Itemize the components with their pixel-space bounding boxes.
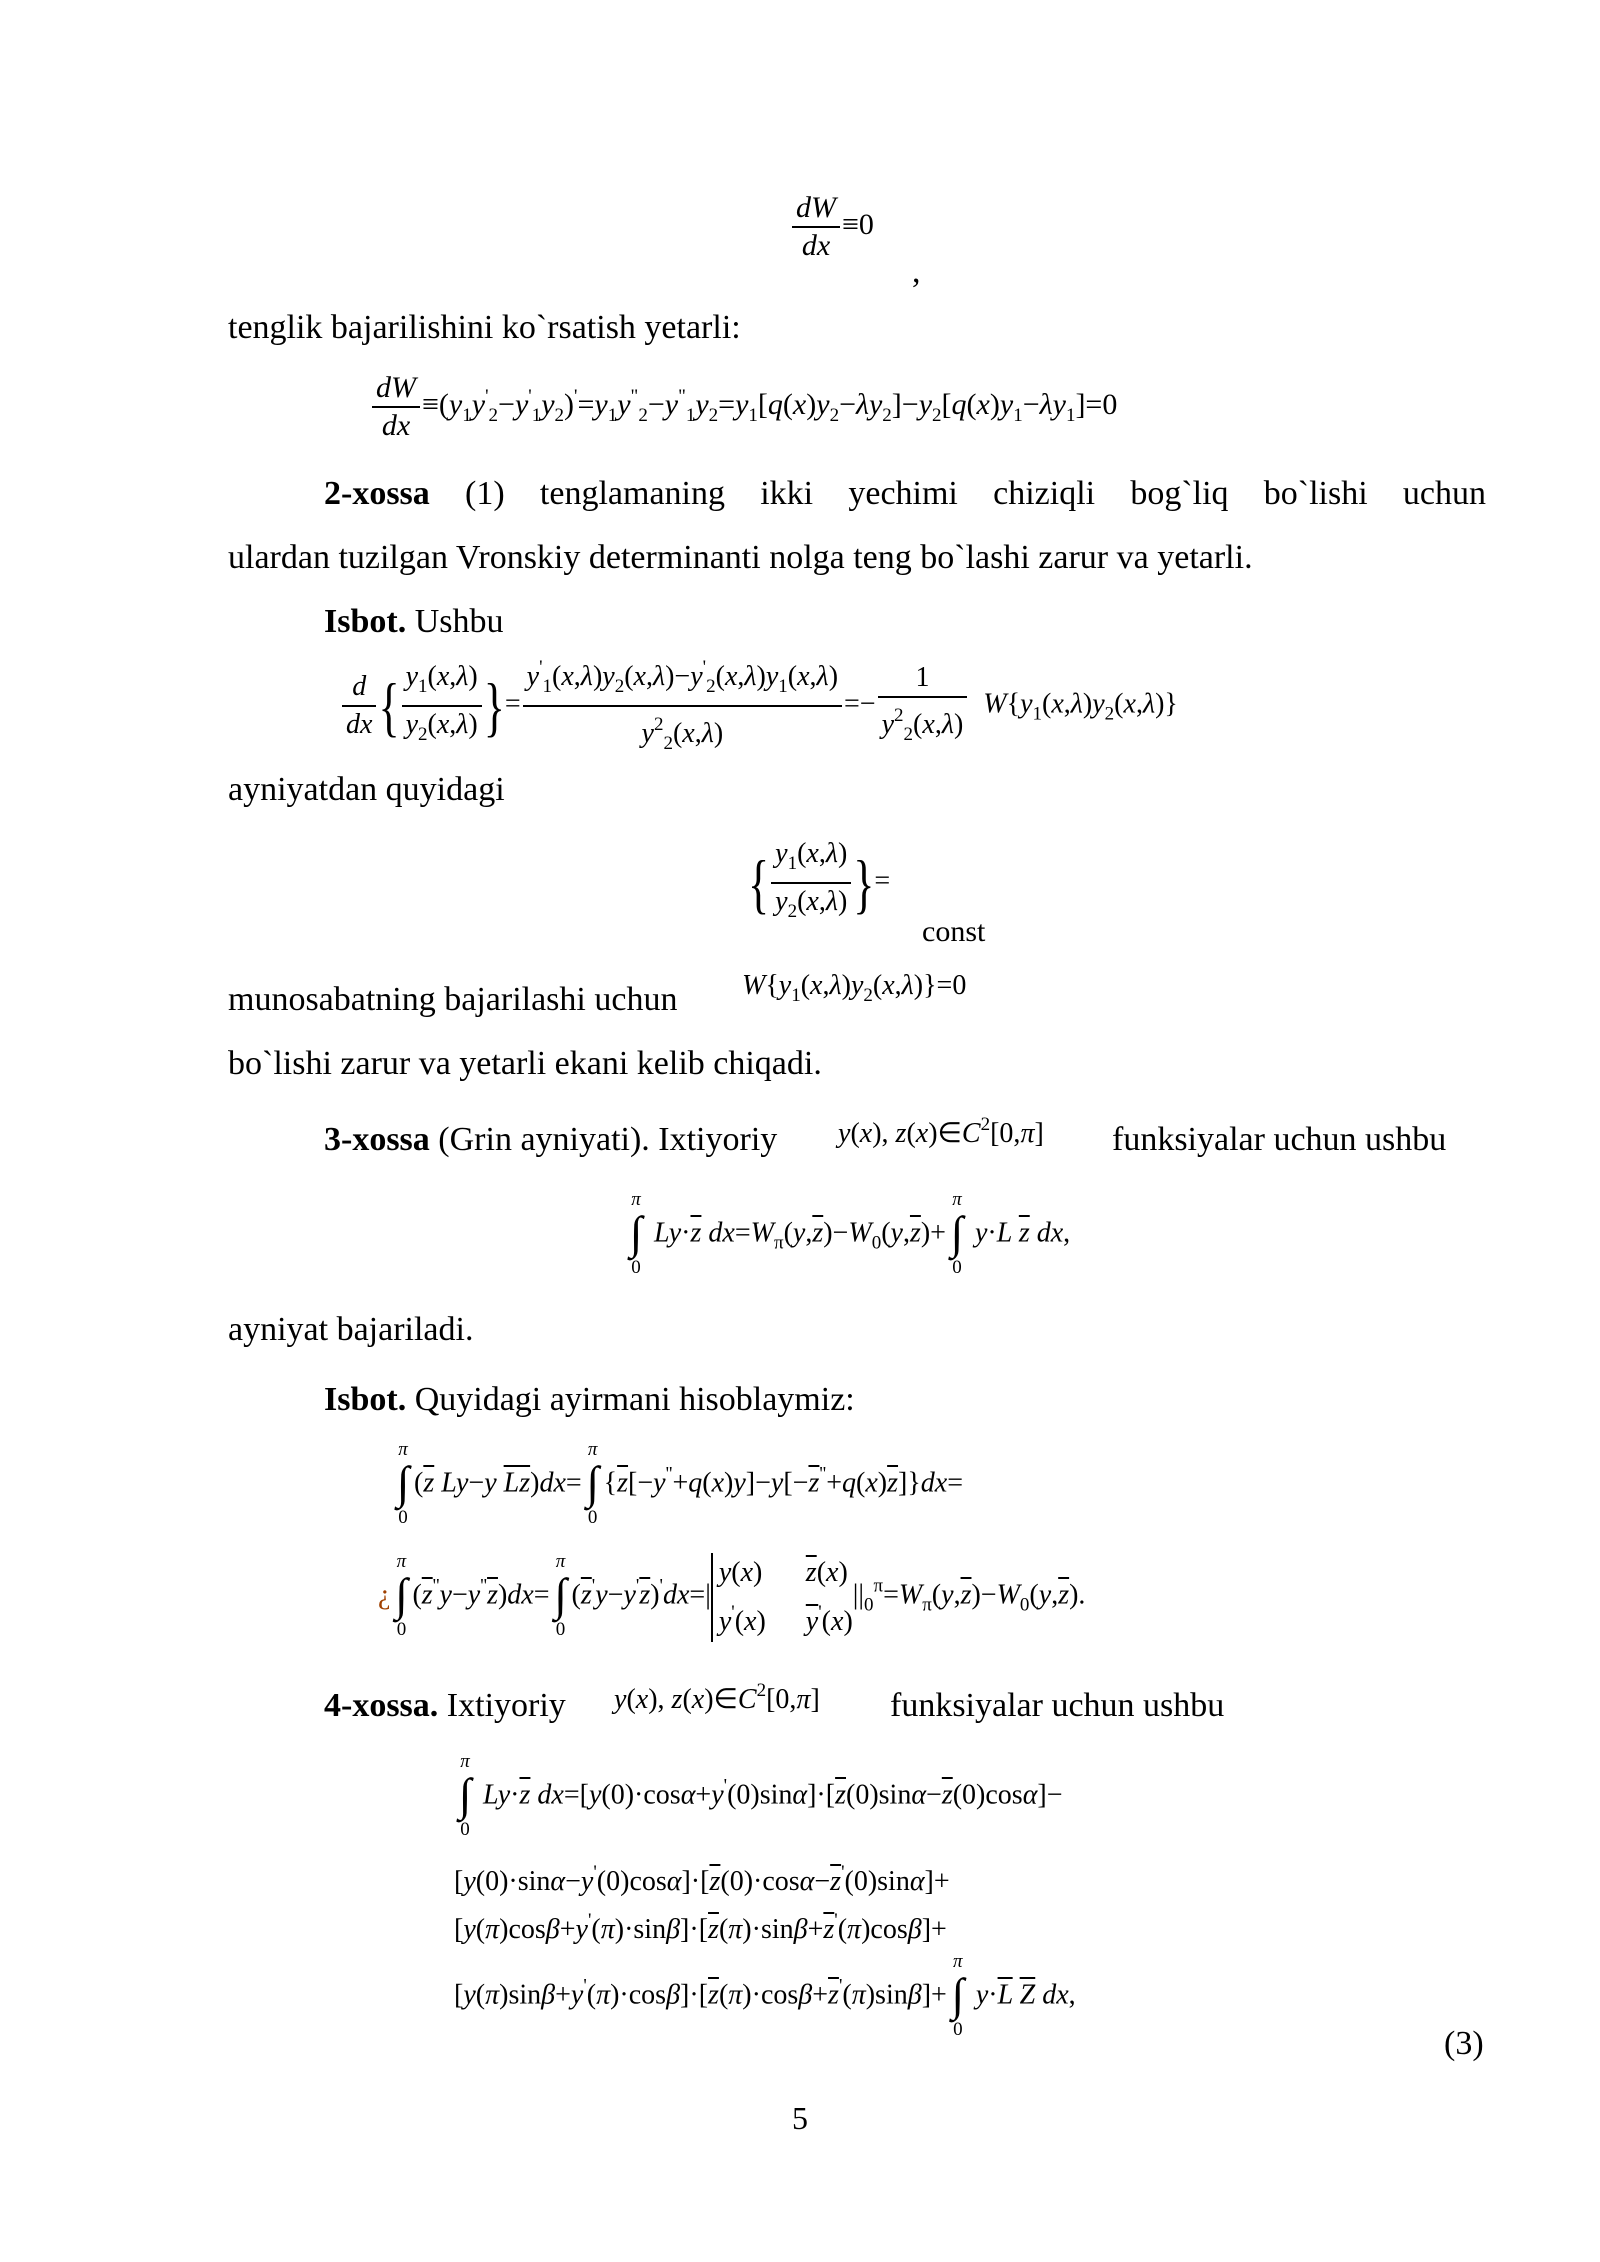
paragraph-munosabat: munosabatning bajarilashi uchun bbox=[228, 981, 678, 1018]
equation-wronskian-zero: $W\{y_1(x,\lambda)y_2(x,\lambda)\}=0$ bbox=[742, 970, 967, 1006]
proof2-text: Quyidagi ayirmani hisoblaymiz: bbox=[414, 1381, 855, 1418]
comma: , bbox=[912, 253, 921, 290]
prop2-label: 2-xossa bbox=[324, 475, 430, 512]
prop3-tail: funksiyalar uchun ushbu bbox=[1112, 1121, 1447, 1158]
paragraph-prop3 bbox=[324, 1120, 777, 1160]
paragraph-proof1 bbox=[324, 602, 504, 642]
prop2-text: (1) tenglamaning ikki yechimi chiziqli bog`liq bo`lishi uchun bbox=[465, 475, 1487, 512]
paragraph-ayniyatdan: ayniyatdan quyidagi bbox=[228, 771, 505, 808]
equation-prop4-line3: $[y(\pi)\cos\beta+y'(\pi)\cdot\sin\beta]\cdot[\overline{z}(\pi)\cdot\sin\beta+\overline{z}'(\pi)\cos\beta]+$ bbox=[454, 1910, 947, 1945]
paragraph-prop2-line1 bbox=[324, 474, 1486, 514]
const-label: const bbox=[922, 915, 986, 948]
equation-prop4-line2: $[y(0)\cdot\sin\alpha-y'(0)\cos\alpha]\cdot[\overline{z}(0)\cdot\cos\alpha-\overline{z}'(0)\sin\alpha]+$ bbox=[454, 1862, 950, 1897]
paragraph-prop2-line2: ulardan tuzilgan Vronskiy determinanti nolga teng bo`lashi zarur va yetarli. bbox=[228, 539, 1253, 576]
prop4-tail: funksiyalar uchun ushbu bbox=[890, 1687, 1225, 1724]
paragraph-tenglik: tenglik bajarilishini ko`rsatish yetarli: bbox=[228, 309, 741, 346]
equation-wronskian-derivative: $\frac{dW}{dx}$ $\equiv(y_1y'_2-y'_1y_2)'=y_1y^"_2-y^"_1y_2=y_1[q(x)y_2-\lambda y_2]-y_2[q(x)y_1-\lambda y_1]=0$ bbox=[370, 370, 1117, 444]
equation-number: (3) bbox=[1444, 2025, 1484, 2062]
equation-ratio-derivative: $\frac{d}{dx}$ { $\frac{y_1(x,\lambda)}{y_2(x,\lambda)}$ }= $\frac{y'_1(x,\lambda)y_2(x,\lambda)-y'_2(x,\lambda)y_1(x,\lambda)}{y^2_2(x,\lambda)}$ =− $\frac{1}{y^2_2(x,\lambda)}$ $W\{y_1(x,\lambda)y_2(x,\lambda)\}$ bbox=[340, 650, 1178, 762]
equation-proof-line1: π ∫ 0 ($\overline{z}$ Ly−y $\overline{Lz})dx=$ π ∫ 0 $\{\overline{z}[-y''+q(x)y]-y[-\overline{z}''+q(x)\overline{z}]\}dx=$ bbox=[396, 1439, 964, 1528]
equation-dw-identity: $\frac{dW}{dx}$ ≡0 bbox=[790, 190, 874, 264]
prop3-label: 3-xossa bbox=[324, 1121, 430, 1158]
equation-green-identity: π ∫ 0 $Ly\cdot\overline{z}$ $dx=W_\pi(y,\overline{z})-W_0(y,\overline{z})+$ π ∫ 0 y·L $\overline{z}$ dx, bbox=[629, 1189, 1071, 1278]
paragraph-ayniyat-bajariladi: ayniyat bajariladi. bbox=[228, 1311, 474, 1348]
equation-prop4-line4: $[y(\pi)\sin\beta+y'(\pi)\cdot\cos\beta]\cdot[\overline{z}(\pi)\cdot\cos\beta+\overline{z}'(\pi)\sin\beta]+$ π ∫ 0 $y\cdot\overline{L}$ $\overline{Z}$ dx, bbox=[454, 1951, 1076, 2040]
paragraph-bolishi: bo`lishi zarur va yetarli ekani kelib chiqadi. bbox=[228, 1045, 822, 1082]
equation-function-class-3: y(x), $z(x)\in C^2[0,\pi]$ bbox=[838, 1114, 1044, 1149]
paragraph-prop4 bbox=[324, 1686, 566, 1726]
proof-label: Isbot. bbox=[324, 603, 407, 640]
proof-text: Ushbu bbox=[414, 603, 504, 640]
prop3-text: (Grin ayniyati). Ixtiyoriy bbox=[438, 1121, 778, 1158]
prop4-text: Ixtiyoriy bbox=[446, 1687, 566, 1724]
equation-prop4-line1: π ∫ 0 $Ly\cdot\overline{z}$ $dx=[y(0)\cdot\cos\alpha+y'(0)\sin\alpha]\cdot[\overline{z}(0)\sin\alpha-\overline{z}(0)\cos\alpha]-$ bbox=[458, 1751, 1063, 1840]
equation-proof-line2: ¿ π ∫ 0 $(\overline{z}''y-y''\overline{z})dx=$ π ∫ 0 $(\overline{z}'y-y'\overline{z})'dx=|$ y(x) $\overline{z}(x)$ y'(x) $\overline{y}'(x)$ $||_0^\pi=W_\pi(y,\overline{z})-W_0(y,\overline{z})$. bbox=[378, 1551, 1086, 1640]
equation-function-class-4: y(x), $z(x)\in C^2[0,\pi]$ bbox=[614, 1680, 820, 1715]
proof2-label: Isbot. bbox=[324, 1381, 407, 1418]
equation-ratio-const: { $\frac{y_1(x,\lambda)}{y_2(x,\lambda)}$ }= bbox=[748, 838, 891, 922]
page-number: 5 bbox=[792, 2100, 808, 2136]
prop4-label: 4-xossa. bbox=[324, 1687, 439, 1724]
paragraph-proof2 bbox=[324, 1380, 855, 1420]
